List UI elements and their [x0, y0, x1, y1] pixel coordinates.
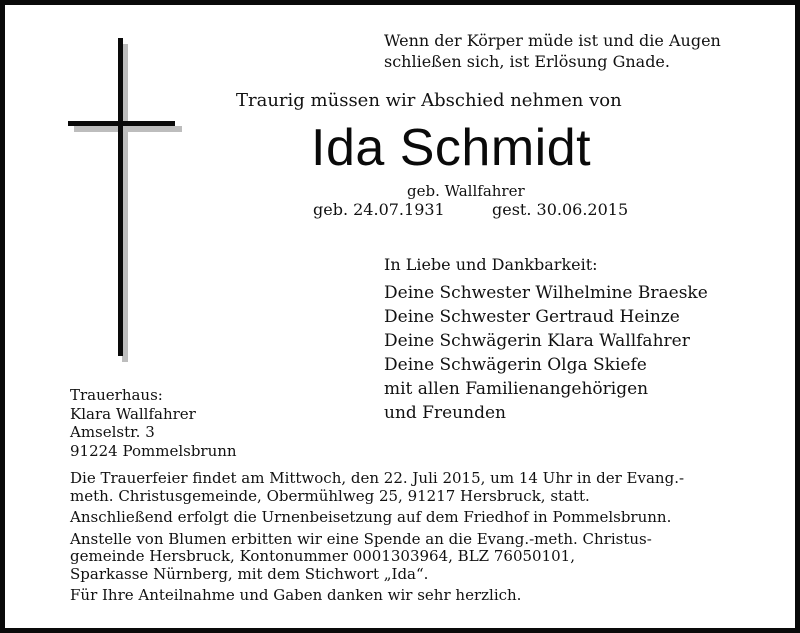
death-date: gest. 30.06.2015 [492, 200, 629, 219]
mourner-line: mit allen Familienangehörigen [384, 379, 649, 399]
burial-paragraph: Anschließend erfolgt die Urnenbeisetzung auf dem Friedhof in Pommelsbrunn. [70, 508, 672, 526]
funeral-details [70, 470, 684, 609]
service-line-1: Die Trauerfeier findet am Mittwoch, den 22. Juli 2015, um 14 Uhr in der Evang.- [70, 469, 685, 487]
donation-line-2: gemeinde Hersbruck, Kontonummer 0001303964, BLZ 76050101, [70, 547, 575, 565]
deceased-name: Ida Schmidt [311, 119, 592, 177]
donation-line-1: Anstelle von Blumen erbitten wir eine Spende an die Evang.-meth. Christus- [70, 529, 652, 548]
mourners-list [384, 253, 708, 425]
donation-paragraph [70, 531, 684, 584]
maiden-name: geb. Wallfahrer [407, 182, 525, 200]
life-dates [313, 200, 629, 219]
motto-verse [384, 30, 721, 72]
house-city: 91224 Pommelsbrunn [70, 441, 237, 460]
thanks-paragraph: Für Ihre Anteilnahme und Gaben danken wir sehr herzlich. [70, 586, 522, 604]
mourner-line: Deine Schwägerin Klara Wallfahrer [384, 331, 690, 351]
mourner-line: und Freunden [384, 403, 506, 423]
mourner-line: Deine Schwägerin Olga Skiefe [384, 355, 647, 375]
donation-line-3: Sparkasse Nürnberg, mit dem Stichwort „Ida“. [70, 564, 429, 583]
house-name: Klara Wallfahrer [70, 404, 196, 423]
intro-text: Traurig müssen wir Abschied nehmen von [236, 90, 622, 111]
cross-icon [60, 30, 190, 370]
mourner-line: Deine Schwester Wilhelmine Braeske [384, 283, 708, 303]
house-street: Amselstr. 3 [70, 423, 155, 441]
mourner-line: Deine Schwester Gertraud Heinze [384, 307, 680, 327]
motto-line-2: schließen sich, ist Erlösung Gnade. [384, 52, 670, 71]
service-line-2: meth. Christusgemeinde, Obermühlweg 25, 91217 Hersbruck, statt. [70, 486, 590, 505]
house-label: Trauerhaus: [70, 386, 163, 404]
mourners-lead: In Liebe und Dankbarkeit: [384, 255, 598, 274]
service-paragraph [70, 470, 684, 505]
motto-line-1: Wenn der Körper müde ist und die Augen [384, 31, 721, 50]
birth-date: geb. 24.07.1931 [313, 200, 445, 219]
mourning-house-address [70, 386, 237, 460]
